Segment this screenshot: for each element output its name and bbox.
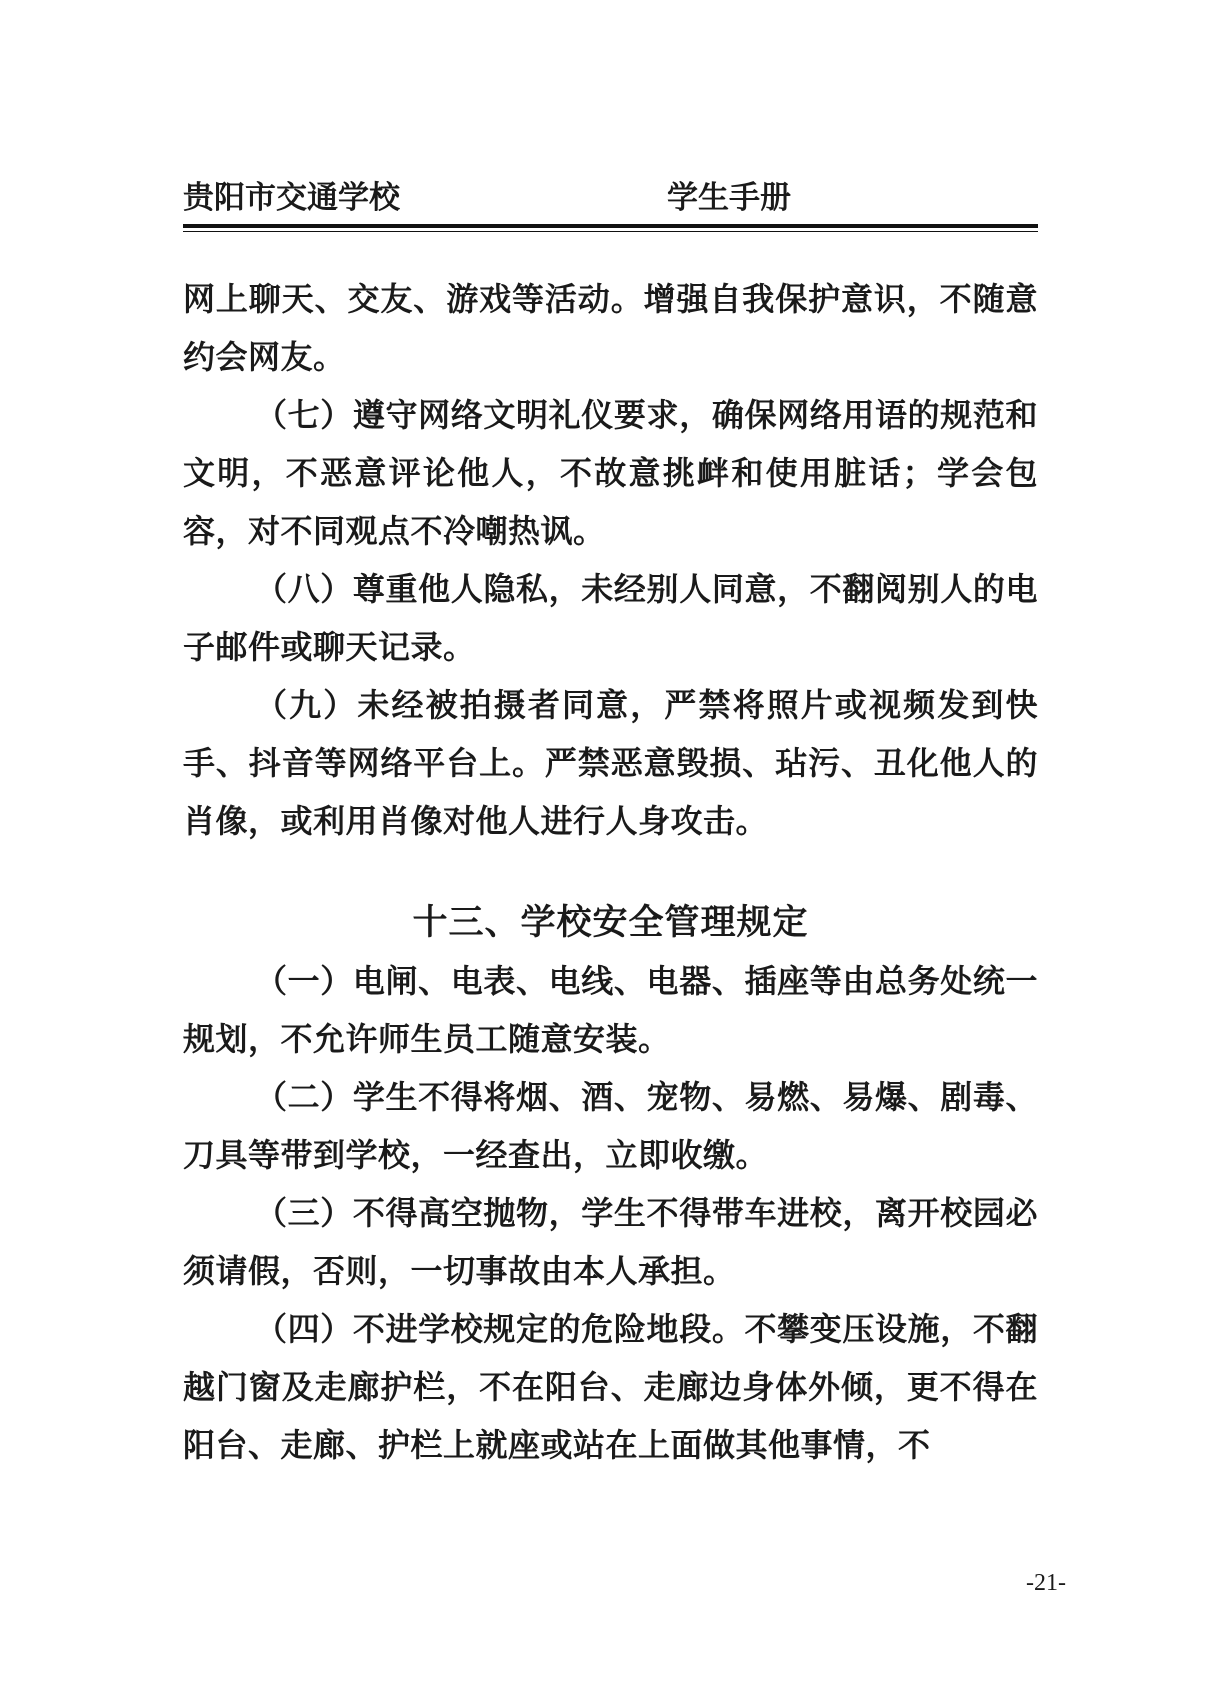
paragraph-item-8: （八）尊重他人隐私，未经别人同意，不翻阅别人的电子邮件或聊天记录。 (183, 570, 1038, 666)
section-heading: 十三、学校安全管理规定 (412, 903, 809, 943)
header-handbook-title: 学生手册 (667, 180, 791, 216)
header-school-name: 贵阳市交通学校 (183, 180, 400, 216)
body-text (183, 270, 1038, 1474)
paragraph-item-1: （一）电闸、电表、电线、电器、插座等由总务处统一规划，不允许师生员工随意安装。 (183, 962, 1038, 1058)
running-header (183, 176, 1038, 220)
header-rule-thin (183, 231, 1038, 232)
paragraph-item-7: （七）遵守网络文明礼仪要求，确保网络用语的规范和文明，不恶意评论他人，不故意挑衅和使用脏话；学会包容，对不同观点不冷嘲热讽。 (183, 396, 1038, 550)
page-number: -21- (1026, 1570, 1066, 1596)
paragraph-item-2: （二）学生不得将烟、酒、宠物、易燃、易爆、剧毒、刀具等带到学校，一经查出，立即收缴。 (183, 1078, 1038, 1174)
paragraph-item-9: （九）未经被拍摄者同意，严禁将照片或视频发到快手、抖音等网络平台上。严禁恶意毁损、玷污、丑化他人的肖像，或利用肖像对他人进行人身攻击。 (183, 686, 1038, 840)
header-rule-thick (183, 224, 1038, 228)
paragraph-item-3: （三）不得高空抛物，学生不得带车进校，离开校园必须请假，否则，一切事故由本人承担。 (183, 1194, 1038, 1290)
continued-paragraph: 网上聊天、交友、游戏等活动。增强自我保护意识，不随意约会网友。 (183, 280, 1038, 376)
paragraph-item-4: （四）不进学校规定的危险地段。不攀变压设施，不翻越门窗及走廊护栏，不在阳台、走廊边身体外倾，更不得在阳台、走廊、护栏上就座或站在上面做其他事情，不 (183, 1310, 1038, 1464)
